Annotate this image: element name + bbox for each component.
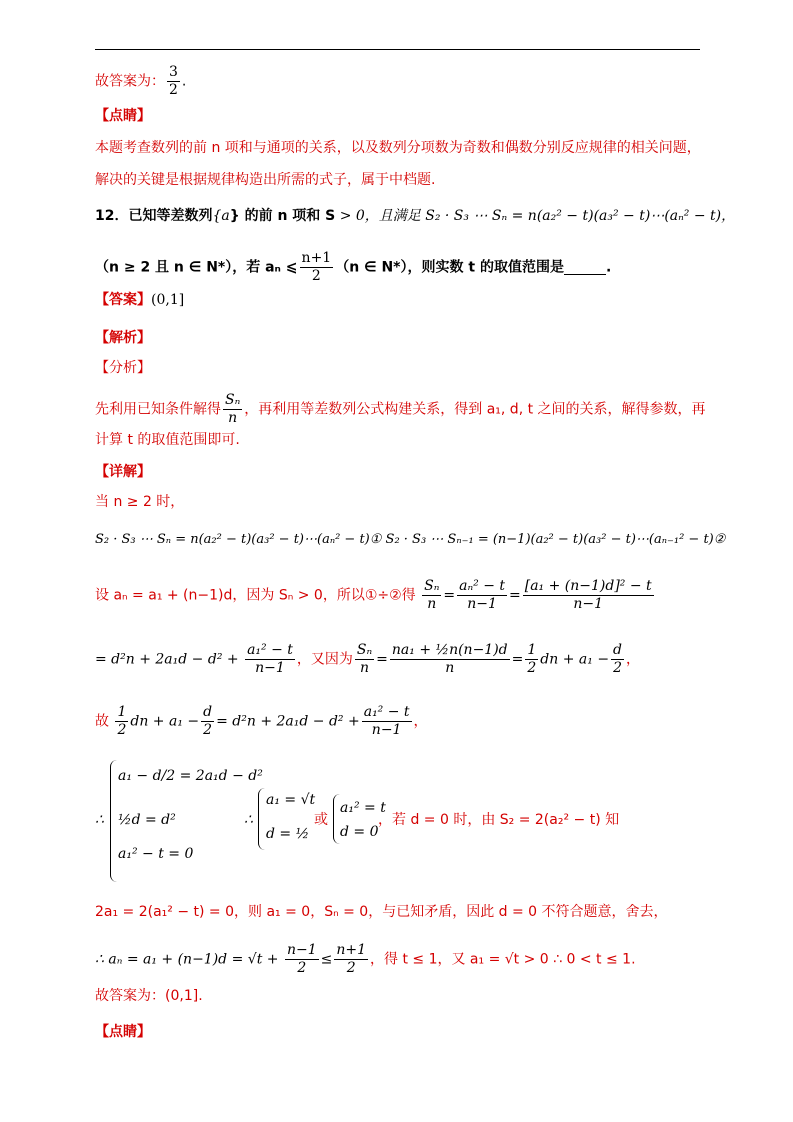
analysis-l1-a: 先利用已知条件解得 — [95, 401, 221, 418]
detail-d5-c: = d²n + 2a₁d − d² + — [216, 713, 360, 730]
detail-d3-f3-den: n−1 — [573, 596, 604, 612]
detail-d3-frac-1 — [422, 578, 441, 613]
detail-d4-f4-den: 2 — [527, 660, 537, 676]
detail-d4-frac-4 — [525, 642, 538, 677]
detail-line-3 — [95, 578, 656, 613]
system-or: 或 — [314, 812, 328, 828]
analysis-fraction — [223, 392, 242, 427]
analysis-line-1 — [95, 392, 706, 427]
detail-d7-f1-num: n−1 — [286, 942, 317, 958]
analysis-label: 【解析】 — [95, 330, 151, 346]
system-brace-3 — [333, 794, 340, 844]
prev-note-1: 本题考查数列的前 n 项和与通项的关系，以及数列分项数为奇数和偶数分别反应规律的相关问题， — [95, 140, 701, 156]
prev-answer — [95, 64, 186, 99]
header-rule — [95, 49, 700, 50]
analysis-sub-label: 【分析】 — [95, 360, 151, 376]
question-line-2 — [95, 250, 611, 285]
question-fraction — [300, 250, 334, 285]
detail-d4-f3-num: na₁ + ½n(n−1)d — [391, 642, 508, 658]
detail-d4-frac-2 — [355, 642, 374, 677]
detail-d5-f1-den: 2 — [117, 722, 127, 738]
system-brace-2 — [258, 788, 265, 850]
detail-d5-frac-1 — [115, 704, 128, 739]
question-line-1 — [95, 206, 735, 226]
detail-line-4 — [95, 642, 640, 677]
detail-d4-b: ，又因为 — [296, 651, 353, 668]
detail-d4-f1-num: a₁² − t — [247, 642, 293, 658]
answer-value: (0,1] — [151, 292, 185, 308]
detail-d4-frac-5 — [611, 642, 624, 677]
end-heading: 【点睛】 — [95, 1024, 151, 1040]
question-sum-label: } 的前 n 项和 S — [229, 208, 336, 224]
analysis-fraction-den: n — [228, 410, 238, 426]
detail-d5-f2-den: 2 — [203, 722, 213, 738]
detail-d3-f2-num: aₙ² − t — [459, 578, 506, 594]
system-tail: ，若 d = 0 时，由 S₂ = 2(a₂² − t) 知 — [378, 812, 620, 828]
detail-d7-a: ∴ aₙ = a₁ + (n−1)d = √t + — [95, 951, 279, 968]
detail-d3-f1-num: Sₙ — [424, 578, 440, 594]
detail-d7-f1-den: 2 — [297, 960, 307, 976]
question-fraction-num: n+1 — [301, 250, 332, 266]
detail-d4-c: dn + a₁ − — [540, 651, 610, 668]
detail-line-6: 2a₁ = 2(a₁² − t) = 0，则 a₁ = 0，Sₙ = 0，与已知矛盾，因此 d = 0 不符合题意，舍去， — [95, 904, 668, 920]
question-condition: > 0，且满足 S₂ · S₃ ⋯ Sₙ = n(a₂² − t)(a₃² − t)⋯(aₙ² − t)， — [335, 208, 736, 224]
detail-d3-f3-num: [a₁ + (n−1)d]² − t — [524, 578, 652, 594]
answer-blank — [564, 260, 606, 275]
prev-answer-fraction — [167, 64, 180, 99]
detail-d4-f5-den: 2 — [613, 660, 622, 676]
detail-d4-frac-1 — [245, 642, 295, 677]
detail-d5-f3-num: a₁² − t — [363, 704, 410, 720]
question-range-condition: （n ≥ 2 且 n ∈ N*），若 aₙ ⩽ — [95, 259, 298, 276]
detail-d4-f2-den: n — [360, 660, 370, 676]
detail-line-7 — [95, 942, 636, 977]
question-sequence: {a — [212, 208, 230, 224]
detail-d4-eq-2: = — [511, 651, 524, 668]
detail-d7-f2-num: n+1 — [336, 942, 366, 958]
detail-d4-f3-den: n — [445, 660, 455, 676]
prev-note-2: 解决的关键是根据规律构造出所需的式子，属于中档题. — [95, 172, 436, 188]
detail-d5-f3-den: n−1 — [371, 722, 402, 738]
final-answer: 故答案为：(0,1]. — [95, 988, 203, 1004]
detail-d5-frac-2 — [201, 704, 214, 739]
analysis-line-2: 计算 t 的取值范围即可. — [95, 432, 240, 448]
prev-heading: 【点睛】 — [95, 108, 151, 124]
detail-d4-f4-num: 1 — [527, 642, 537, 658]
system2-row-1: a₁ = √t — [266, 792, 316, 808]
detail-line-2: S₂ · S₃ ⋯ Sₙ = n(a₂² − t)(a₃² − t)⋯(aₙ² − t)① S₂ · S₃ ⋯ Sₙ₋₁ = (n−1)(a₂² − t)(a₃² − t)⋯(aₙ₋₁² − t)② — [95, 532, 726, 547]
question-prefix: 12．已知等差数列 — [95, 208, 213, 224]
analysis-l1-b: ，再利用等差数列公式构建关系，得到 a₁, d, t 之间的关系，解得参数，再 — [244, 401, 706, 418]
prev-answer-den: 2 — [169, 82, 178, 98]
detail-d4-a: = d²n + 2a₁d − d² + — [95, 651, 239, 668]
question-end: . — [605, 259, 612, 276]
system1-row-3: a₁² − t = 0 — [118, 846, 194, 862]
prev-answer-num: 3 — [169, 64, 178, 80]
detail-d4-d: ， — [626, 651, 641, 668]
system-therefore-1: ∴ — [95, 812, 104, 828]
detail-label: 【详解】 — [95, 464, 151, 480]
detail-d3-text: 设 aₙ = a₁ + (n−1)d，因为 Sₙ > 0，所以①÷②得 — [95, 587, 416, 604]
detail-d3-eq-2: = — [509, 587, 521, 604]
detail-d3-f2-den: n−1 — [467, 596, 497, 612]
question-fraction-den: 2 — [311, 268, 321, 284]
answer-line — [95, 290, 184, 310]
detail-d5-d: ， — [413, 713, 428, 730]
detail-d5-a: 故 — [95, 713, 109, 730]
question-ask: （n ∈ N*），则实数 t 的取值范围是 — [335, 259, 564, 276]
detail-d4-frac-3 — [390, 642, 510, 677]
detail-d3-eq-1: = — [443, 587, 456, 604]
detail-line-5 — [95, 704, 428, 739]
detail-d5-b: dn + a₁ − — [130, 713, 200, 730]
system-brace-1 — [110, 760, 117, 882]
system1-row-1: a₁ − d/2 = 2a₁d − d² — [118, 768, 263, 784]
system2-row-2: d = ½ — [266, 826, 310, 842]
detail-d7-f2-den: 2 — [346, 960, 356, 976]
analysis-fraction-num: Sₙ — [225, 392, 241, 408]
detail-d3-frac-3 — [523, 578, 654, 613]
system1-row-2: ½d = d² — [118, 812, 176, 828]
detail-d7-b: ≤ — [320, 951, 333, 968]
system-therefore-2: ∴ — [244, 812, 253, 828]
detail-d4-f1-den: n−1 — [255, 660, 285, 676]
detail-d5-f1-num: 1 — [117, 704, 127, 720]
detail-d7-frac-2 — [334, 942, 368, 977]
system3-row-1: a₁² = t — [340, 800, 386, 816]
detail-line-1: 当 n ≥ 2 时， — [95, 494, 185, 510]
detail-d5-f2-num: d — [203, 704, 213, 720]
prev-answer-prefix: 故答案为： — [95, 73, 165, 90]
detail-d4-f5-num: d — [613, 642, 623, 658]
detail-d5-frac-3 — [362, 704, 412, 739]
prev-answer-suffix: . — [181, 73, 187, 90]
system3-row-2: d = 0 — [340, 824, 379, 840]
detail-d4-eq: = — [376, 651, 388, 668]
detail-d3-frac-2 — [457, 578, 507, 613]
detail-d4-f2-num: Sₙ — [356, 642, 373, 658]
answer-label: 【答案】 — [95, 292, 151, 308]
detail-d7-c: ，得 t ≤ 1，又 a₁ = √t > 0 ∴ 0 < t ≤ 1. — [370, 951, 636, 968]
detail-d7-frac-1 — [285, 942, 319, 977]
detail-d3-f1-den: n — [427, 596, 437, 612]
